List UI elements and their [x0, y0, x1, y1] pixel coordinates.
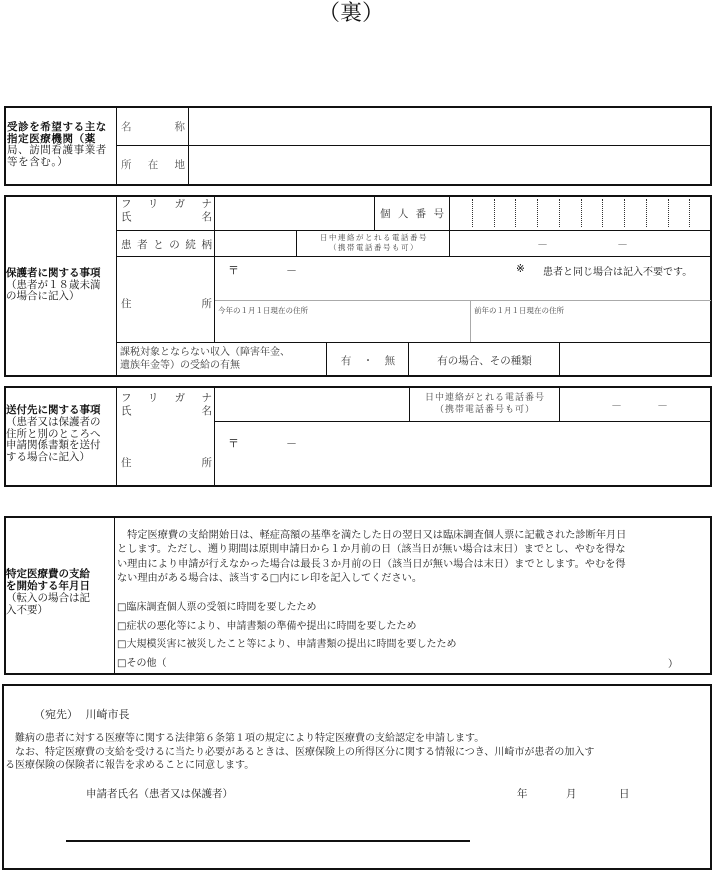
label-char: 所	[201, 298, 212, 310]
divider	[214, 387, 215, 486]
checkbox[interactable]: □	[117, 639, 127, 650]
divider	[374, 196, 375, 230]
divider	[116, 387, 117, 486]
mynumber-digit-separator	[559, 199, 560, 227]
reason-label: 症状の悪化等により、申請書類の準備や提出に時間を要したため	[126, 620, 417, 632]
start-date-heading-title: 特定医療費の支給	[6, 568, 90, 580]
mailing-phone-label	[411, 392, 559, 416]
divider	[114, 517, 115, 674]
guardian-heading-sub: の場合に記入）	[6, 290, 80, 302]
mynumber-digit-separator	[624, 199, 625, 227]
phone-dash: －	[537, 238, 548, 251]
clinic-heading-line: 局、訪問看護事業者	[7, 144, 107, 156]
mynumber-digit-separator	[537, 199, 538, 227]
separator-dot: ・	[362, 355, 374, 367]
divider	[296, 230, 297, 256]
clinic-name-label	[121, 119, 185, 134]
divider	[116, 196, 117, 376]
page-side-label: （裏）	[318, 1, 385, 26]
clinic-heading-line: 受診を希望する主な	[7, 121, 107, 133]
phone-dash: －	[617, 238, 628, 251]
label-char: ガ	[174, 392, 186, 404]
clinic-heading	[7, 122, 107, 168]
label-char: リ	[147, 198, 159, 210]
mynumber-digit-separator	[646, 199, 647, 227]
year-label: 年	[517, 788, 528, 800]
label-char: 人	[397, 208, 409, 220]
guardian-kind-label: 有の場合、その種類	[437, 355, 532, 367]
phone-dash: －	[657, 399, 668, 412]
clinic-heading-line: 指定医療機関（薬	[7, 132, 96, 145]
label-char: と	[153, 239, 164, 251]
divider	[470, 300, 471, 342]
mailing-name-field[interactable]	[216, 388, 408, 420]
divider	[116, 256, 711, 257]
start-date-heading-sub: 入不要）	[6, 604, 48, 616]
mynumber-digit-separator	[472, 199, 473, 227]
reason-item[interactable]	[117, 618, 456, 637]
mailing-name-label	[121, 405, 212, 417]
label-char: 所	[121, 159, 132, 171]
other-reason-field[interactable]	[180, 655, 670, 671]
guardian-heading-sub: （患者が１８歳未満	[6, 278, 101, 291]
explanation-line: とします。ただし、遡り期間は原則申請日から１か月前の日（該当日が無い場合は末日）までとし、やむを得な	[117, 544, 626, 556]
label-char: 住	[121, 457, 132, 469]
phone-label-line: （携帯電話番号も可）	[329, 243, 419, 252]
postal-mark: 〒	[228, 437, 239, 450]
mailing-furigana-label	[121, 392, 212, 404]
divider	[408, 342, 409, 376]
other-close-paren: ）	[668, 659, 678, 670]
guardian-address-field[interactable]	[216, 258, 710, 299]
guardian-name-field[interactable]	[216, 197, 373, 229]
label-char: 名	[201, 405, 212, 417]
applicant-name-field[interactable]	[66, 815, 470, 839]
guardian-income-label	[120, 346, 290, 372]
label-char: の	[169, 239, 180, 251]
divider	[215, 300, 711, 301]
declaration-line: る医療保険の保険者に報告を求めることに同意します。	[5, 760, 255, 771]
mailing-heading-sub: 住所と別のところへ	[6, 427, 101, 440]
label-char: リ	[147, 392, 159, 404]
previous-address-label: 前年の１月１日現在の住所	[474, 306, 564, 315]
current-address-label: 今年の１月１日現在の住所	[218, 306, 308, 315]
label-char: 氏	[121, 211, 132, 223]
guardian-address-label	[121, 296, 212, 311]
explanation-line: ない理由がある場合は、該当する□内にレ印を記入してください。	[117, 572, 423, 584]
label-char: ガ	[174, 198, 186, 210]
same-note-mark: ※	[516, 263, 525, 275]
mailing-address-label	[121, 455, 212, 470]
reason-item[interactable]	[117, 636, 456, 655]
month-label: 月	[566, 788, 577, 800]
reason-label: 臨床調査個人票の受領に時間を要したため	[126, 602, 317, 613]
declaration-line: なお、特定医療費の支給を受けるに当たり必要があるときは、医療保険上の所得区分に関する情報につき、川崎市が患者の加入す	[5, 746, 595, 758]
label-char: 号	[433, 208, 444, 220]
addressee	[34, 706, 130, 722]
divider	[214, 421, 711, 422]
reason-item[interactable]	[117, 599, 456, 618]
phone-dash: －	[611, 399, 622, 412]
income-label-line: 課税対象とならない収入（障害年金、	[120, 347, 290, 358]
phone-label-line: （携帯電話番号も可）	[434, 405, 535, 415]
mynumber-field[interactable]	[450, 196, 711, 230]
checkbox[interactable]: □	[117, 602, 127, 613]
explanation-line: い理由により申請が行えなかった場合は最長３か月前の日（該当日が無い場合は末日）までとします。やむを得	[117, 558, 626, 570]
clinic-name-field[interactable]	[190, 108, 710, 144]
divider	[214, 196, 215, 342]
declaration-line: 難病の患者に対する医療等に関する法律第６条第１項の規定により特定医療費の支給認定を申請します。	[5, 733, 485, 744]
divider	[188, 107, 189, 185]
label-char: 在	[147, 159, 159, 171]
label-char: 個	[380, 208, 391, 220]
label-char: フ	[121, 198, 132, 210]
guardian-relation-label	[121, 237, 212, 252]
explanation-line: 特定医療費の支給開始日は、軽症高額の基準を満たした日の翌日又は臨床調査個人票に記載された診断年月日	[117, 530, 627, 541]
mailing-heading-sub: （患者又は保護者の	[6, 415, 101, 428]
divider	[559, 387, 560, 421]
label-char: 地	[174, 159, 185, 171]
label-char: 患	[121, 239, 132, 251]
label-char: ナ	[201, 198, 212, 210]
guardian-relation-field[interactable]	[216, 232, 295, 255]
divider	[559, 342, 560, 376]
divider	[326, 342, 327, 376]
label-char: 続	[185, 239, 196, 251]
guardian-current-address-field[interactable]	[216, 302, 469, 341]
checkbox[interactable]: □	[117, 620, 127, 632]
mynumber-digit-separator	[602, 199, 603, 227]
same-note: 患者と同じ場合は記入不要です。	[543, 267, 693, 278]
divider	[116, 342, 711, 343]
postal-dash: －	[286, 437, 297, 450]
guardian-phone-field[interactable]	[451, 232, 710, 255]
addressee-label: （宛先）	[34, 708, 78, 721]
label-char: ナ	[201, 392, 212, 404]
addressee-name: 川崎市長	[85, 708, 130, 721]
label-char: 名	[121, 121, 132, 133]
label-char: 住	[121, 298, 132, 310]
mynumber-digit-separator	[668, 199, 669, 227]
signature-line	[66, 840, 470, 842]
reason-label: その他（	[126, 657, 167, 669]
phone-label-line: 日中連絡がとれる電話番号	[424, 393, 545, 403]
no-option[interactable]: 無	[384, 355, 396, 367]
label-char: 名	[201, 211, 212, 223]
label-char: 者	[137, 239, 148, 251]
guardian-furigana-label	[121, 198, 212, 210]
phone-label-line: 日中連絡がとれる電話番号	[320, 233, 428, 242]
start-date-heading-sub: （転入の場合は記	[6, 592, 90, 604]
reason-label: 大規模災害に被災したこと等により、申請書類の提出に時間を要したため	[126, 639, 457, 650]
label-char: フ	[121, 392, 132, 404]
mailing-heading-title: 送付先に関する事項	[6, 404, 101, 416]
checkbox[interactable]: □	[117, 657, 127, 669]
guardian-name-label	[121, 211, 212, 223]
guardian-income-yesno[interactable]	[328, 353, 408, 368]
divider	[116, 230, 711, 231]
clinic-address-field[interactable]	[190, 147, 710, 184]
guardian-heading-title: 保護者に関する事項	[6, 267, 101, 279]
label-char: 番	[415, 208, 427, 220]
clinic-address-label	[121, 157, 185, 172]
label-char: 氏	[121, 405, 132, 417]
clinic-heading-line: 等を含む。）	[7, 155, 69, 168]
guardian-mynumber-label	[380, 206, 444, 221]
start-date-explanation	[117, 529, 626, 586]
income-label-line: 遺族年金等）の受給の有無	[120, 360, 240, 371]
start-date-heading-title: を開始する年月日	[6, 580, 90, 592]
mailing-address-field[interactable]	[216, 423, 710, 485]
mailing-heading-sub: 申請関係書類を送付	[6, 439, 101, 452]
mailing-heading-sub: する場合に記入）	[6, 451, 90, 464]
label-char: 称	[174, 121, 185, 133]
guardian-heading	[6, 268, 101, 303]
mynumber-digit-separator	[689, 199, 690, 227]
guardian-previous-address-field[interactable]	[472, 302, 710, 341]
mailing-heading	[6, 405, 101, 464]
divider	[116, 107, 117, 185]
start-date-heading	[6, 568, 90, 616]
label-char: 柄	[201, 239, 212, 251]
label-char: 所	[201, 457, 212, 469]
divider	[409, 387, 410, 421]
divider	[116, 145, 711, 146]
postal-dash: －	[286, 264, 297, 277]
mailing-phone-field[interactable]	[561, 388, 710, 420]
mynumber-digit-separator	[581, 199, 582, 227]
applicant-label: 申請者氏名（患者又は保護者）	[86, 788, 233, 800]
postal-mark: 〒	[228, 264, 239, 277]
guardian-phone-label	[300, 233, 448, 253]
yes-option[interactable]: 有	[340, 355, 352, 367]
declaration-text	[5, 732, 594, 773]
mynumber-digit-separator	[494, 199, 495, 227]
day-label: 日	[619, 788, 630, 800]
mynumber-digit-separator	[515, 199, 516, 227]
guardian-kind-field[interactable]	[561, 344, 710, 375]
